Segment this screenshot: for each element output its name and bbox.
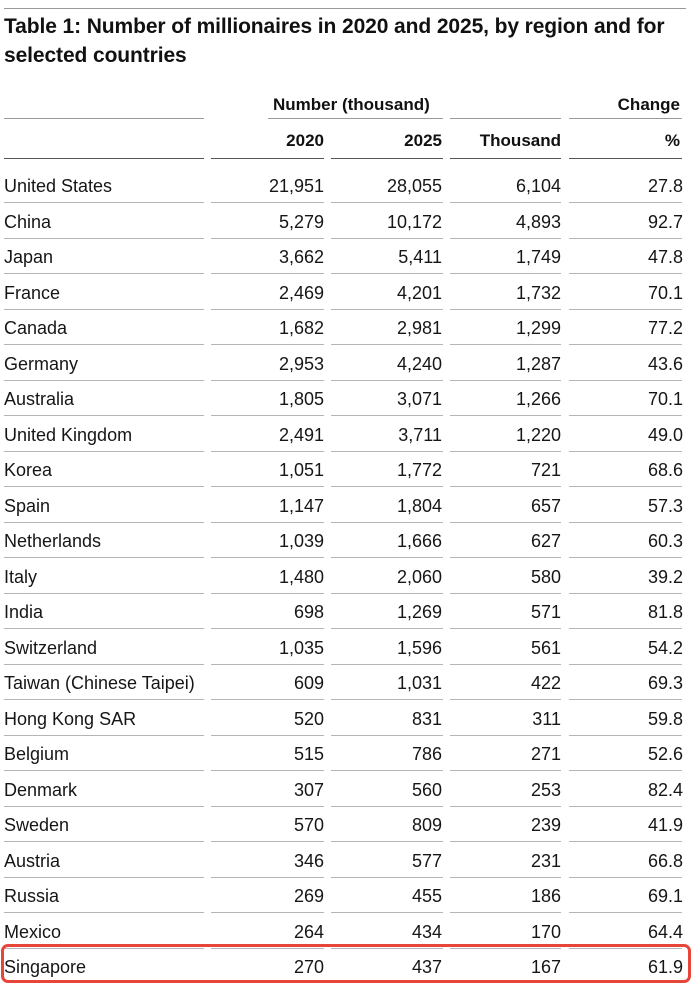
- value-2025-cell: 1,772: [396, 460, 442, 480]
- table-row: [0, 204, 696, 239]
- value-2025-cell: 437: [411, 957, 442, 977]
- value-2020-cell: 515: [293, 744, 324, 764]
- table-row: [0, 381, 696, 416]
- change-thousand-cell: 657: [530, 495, 561, 516]
- change-thousand-cell: 311: [532, 708, 561, 729]
- country-cell: Netherlands: [4, 531, 102, 551]
- change-thousand-cell: 1,749: [515, 247, 561, 267]
- country-cell: Germany: [4, 353, 79, 374]
- country-cell: India: [4, 602, 44, 622]
- country-cell: Belgium: [4, 744, 70, 764]
- value-2020-cell: 307: [293, 779, 324, 800]
- country-cell: United States: [4, 176, 113, 196]
- value-2020-cell: 2,491: [278, 424, 324, 445]
- value-2025-cell: 577: [411, 850, 442, 871]
- table-row: [0, 239, 696, 274]
- table-row: [0, 310, 696, 345]
- change-percent-cell: 41.9: [647, 815, 683, 835]
- value-2020-cell: 264: [293, 921, 324, 942]
- country-cell: Switzerland: [4, 637, 98, 658]
- change-thousand-cell: 1,299: [515, 318, 561, 338]
- value-2025-cell: 1,596: [396, 637, 442, 658]
- table-row: [0, 772, 696, 807]
- country-cell: Italy: [4, 566, 38, 587]
- value-2025-cell: 1,666: [396, 531, 442, 551]
- change-thousand-cell: 1,732: [515, 282, 561, 303]
- table-row: [0, 275, 696, 310]
- value-2020-cell: 1,035: [278, 637, 324, 658]
- header-group-number: Number (thousand): [273, 95, 430, 114]
- value-2025-cell: 786: [411, 744, 442, 764]
- change-percent-cell: 57.3: [647, 495, 683, 516]
- change-percent-cell: 60.3: [647, 531, 683, 551]
- change-percent-cell: 81.8: [647, 602, 683, 622]
- change-percent-cell: 69.1: [647, 886, 683, 906]
- value-2020-cell: 270: [293, 957, 324, 977]
- value-2025-cell: 4,201: [396, 282, 442, 303]
- value-2025-cell: 1,031: [396, 673, 442, 693]
- country-cell: Australia: [4, 389, 75, 409]
- header-group-rule-change: [569, 118, 682, 119]
- table-row: [0, 736, 696, 771]
- header-bottom-rule-name: [4, 158, 204, 159]
- value-2025-cell: 3,071: [396, 389, 442, 409]
- value-2025-cell: 1,269: [396, 602, 442, 622]
- change-thousand-cell: 422: [530, 673, 561, 693]
- change-percent-cell: 70.1: [647, 389, 683, 409]
- change-thousand-cell: 253: [530, 779, 561, 800]
- change-thousand-cell: 170: [530, 921, 561, 942]
- value-2020-cell: 1,039: [278, 531, 324, 551]
- value-2020-cell: 1,051: [278, 460, 324, 480]
- change-percent-cell: 39.2: [647, 566, 683, 587]
- country-cell: China: [4, 211, 52, 232]
- change-thousand-cell: 721: [530, 460, 561, 480]
- change-thousand-cell: 1,287: [515, 353, 561, 374]
- table-row: [0, 452, 696, 487]
- header-group-rule-number: [268, 118, 443, 119]
- change-thousand-cell: 1,266: [515, 389, 561, 409]
- value-2025-cell: 831: [411, 708, 442, 729]
- table-row: [0, 914, 696, 949]
- change-percent-cell: 92.7: [647, 211, 683, 232]
- table-row: [0, 665, 696, 700]
- country-cell: Canada: [4, 318, 68, 338]
- value-2025-cell: 28,055: [386, 176, 442, 196]
- value-2020-cell: 1,480: [278, 566, 324, 587]
- value-2020-cell: 346: [293, 850, 324, 871]
- country-cell: Singapore: [4, 957, 87, 977]
- header-bottom-rule-2025: [331, 158, 443, 159]
- change-percent-cell: 43.6: [647, 353, 683, 374]
- country-cell: Japan: [4, 247, 54, 267]
- change-thousand-cell: 186: [530, 886, 561, 906]
- value-2025-cell: 5,411: [398, 247, 442, 267]
- change-percent-cell: 70.1: [647, 282, 683, 303]
- value-2020-cell: 570: [293, 815, 324, 835]
- column-header-2020: 2020: [286, 131, 324, 150]
- change-percent-cell: 64.4: [647, 921, 683, 942]
- country-cell: Russia: [4, 886, 60, 906]
- change-percent-cell: 82.4: [647, 779, 683, 800]
- change-thousand-cell: 271: [530, 744, 561, 764]
- change-thousand-cell: 627: [530, 531, 561, 551]
- table-row: [0, 949, 696, 984]
- value-2025-cell: 10,172: [386, 211, 442, 232]
- table-row: [0, 701, 696, 736]
- change-percent-cell: 77.2: [647, 318, 683, 338]
- change-thousand-cell: 1,220: [515, 424, 561, 445]
- country-cell: Korea: [4, 460, 53, 480]
- table-row: [0, 168, 696, 203]
- table-row: [0, 488, 696, 523]
- country-cell: France: [4, 282, 61, 303]
- change-thousand-cell: 167: [530, 957, 561, 977]
- change-thousand-cell: 231: [530, 850, 561, 871]
- table-row: [0, 417, 696, 452]
- table-title: Table 1: Number of millionaires in 2020 and 2025, by region and for selected countries: [4, 15, 665, 67]
- header-bottom-rule-2020: [211, 158, 324, 159]
- value-2020-cell: 2,469: [278, 282, 324, 303]
- country-cell: Hong Kong SAR: [4, 708, 137, 729]
- change-percent-cell: 49.0: [647, 424, 683, 445]
- value-2025-cell: 3,711: [398, 424, 442, 445]
- change-percent-cell: 68.6: [647, 460, 683, 480]
- value-2025-cell: 434: [411, 921, 442, 942]
- value-2025-cell: 809: [411, 815, 442, 835]
- table-row: [0, 559, 696, 594]
- change-percent-cell: 47.8: [647, 247, 683, 267]
- value-2020-cell: 609: [293, 673, 324, 693]
- table-row: [0, 878, 696, 913]
- header-bottom-rule-thousand: [450, 158, 561, 159]
- header-bottom-rule-percent: [569, 158, 682, 159]
- change-percent-cell: 52.6: [647, 744, 683, 764]
- column-header-thousand: Thousand: [479, 131, 561, 150]
- value-2020-cell: 520: [293, 708, 324, 729]
- table-row: [0, 807, 696, 842]
- country-cell: Austria: [4, 850, 61, 871]
- top-rule: [4, 8, 686, 9]
- change-thousand-cell: 6,104: [515, 176, 561, 196]
- header-group-change: Change: [617, 95, 680, 114]
- value-2025-cell: 2,060: [396, 566, 442, 587]
- value-2020-cell: 5,279: [278, 211, 324, 232]
- value-2020-cell: 21,951: [268, 176, 324, 196]
- column-header-2025: 2025: [404, 131, 442, 150]
- change-thousand-cell: 239: [530, 815, 561, 835]
- table-row: [0, 630, 696, 665]
- change-percent-cell: 27.8: [647, 176, 683, 196]
- change-percent-cell: 69.3: [647, 673, 683, 693]
- value-2020-cell: 269: [293, 886, 324, 906]
- change-thousand-cell: 4,893: [515, 211, 561, 232]
- value-2025-cell: 560: [411, 779, 442, 800]
- header-rule-name: [4, 118, 204, 119]
- change-percent-cell: 66.8: [647, 850, 683, 871]
- value-2020-cell: 698: [293, 602, 324, 622]
- change-percent-cell: 54.2: [647, 637, 683, 658]
- country-cell: Sweden: [4, 815, 70, 835]
- table-row: [0, 346, 696, 381]
- table-row: [0, 594, 696, 629]
- value-2025-cell: 4,240: [396, 353, 442, 374]
- value-2020-cell: 1,682: [278, 318, 324, 338]
- value-2020-cell: 3,662: [278, 247, 324, 267]
- value-2025-cell: 2,981: [396, 318, 442, 338]
- header-rule-thousand: [450, 118, 561, 119]
- country-cell: Spain: [4, 495, 51, 516]
- change-percent-cell: 61.9: [647, 957, 683, 977]
- country-cell: Mexico: [4, 921, 62, 942]
- country-cell: Taiwan (Chinese Taipei): [4, 673, 195, 693]
- column-header-percent: %: [664, 131, 680, 150]
- value-2020-cell: 2,953: [278, 353, 324, 374]
- table-row: [0, 523, 696, 558]
- country-cell: Denmark: [4, 779, 78, 800]
- change-percent-cell: 59.8: [647, 708, 683, 729]
- change-thousand-cell: 571: [530, 602, 561, 622]
- change-thousand-cell: 580: [530, 566, 561, 587]
- table-row: [0, 843, 696, 878]
- change-thousand-cell: 561: [530, 637, 561, 658]
- value-2025-cell: 455: [411, 886, 442, 906]
- country-cell: United Kingdom: [4, 424, 133, 445]
- value-2020-cell: 1,147: [278, 495, 324, 516]
- value-2025-cell: 1,804: [396, 495, 442, 516]
- value-2020-cell: 1,805: [278, 389, 324, 409]
